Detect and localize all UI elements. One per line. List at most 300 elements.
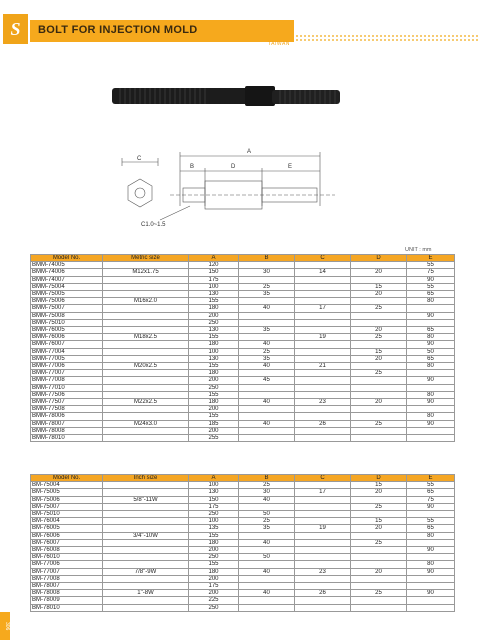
table-cell xyxy=(295,413,351,420)
table-cell: BM-76005 xyxy=(31,525,103,532)
table-cell: BMM-75006 xyxy=(31,298,103,305)
country-label: TAIWAN xyxy=(268,41,290,47)
table-cell xyxy=(351,341,407,348)
table-cell: 150 xyxy=(189,269,239,276)
column-header: Metric size xyxy=(103,255,189,262)
table-cell: BMM-75010 xyxy=(31,319,103,326)
table-row xyxy=(31,503,455,510)
table-cell: 30 xyxy=(239,269,295,276)
table-cell: 25 xyxy=(351,334,407,341)
table-cell xyxy=(295,327,351,334)
table-cell: BM-75004 xyxy=(31,482,103,489)
table-cell: BMM-77006 xyxy=(31,363,103,370)
table-cell xyxy=(103,341,189,348)
table-row xyxy=(31,604,455,611)
table-cell: 50 xyxy=(239,554,295,561)
table-cell: 25 xyxy=(351,590,407,597)
technical-drawing xyxy=(122,152,335,220)
metric-table xyxy=(30,254,455,442)
table-cell xyxy=(239,604,295,611)
table-cell: 200 xyxy=(189,547,239,554)
table-cell xyxy=(351,262,407,269)
table-cell: BMM-76005 xyxy=(31,327,103,334)
table-cell: 200 xyxy=(189,427,239,434)
table-cell: 35 xyxy=(239,291,295,298)
table-cell xyxy=(239,312,295,319)
table-cell: 15 xyxy=(351,348,407,355)
table-cell: 130 xyxy=(189,355,239,362)
table-cell xyxy=(103,370,189,377)
table-cell xyxy=(351,377,407,384)
table-cell: 100 xyxy=(189,518,239,525)
table-cell: 100 xyxy=(189,283,239,290)
table-cell xyxy=(407,583,455,590)
table-cell xyxy=(295,283,351,290)
table-cell xyxy=(407,427,455,434)
table-cell xyxy=(239,298,295,305)
table-cell xyxy=(351,575,407,582)
table-cell xyxy=(103,503,189,510)
table-cell xyxy=(295,482,351,489)
table-cell: 180 xyxy=(189,399,239,406)
table-cell: 80 xyxy=(407,334,455,341)
dot-pattern xyxy=(295,34,480,42)
table-cell: 90 xyxy=(407,547,455,554)
table-row xyxy=(31,539,455,546)
table-cell xyxy=(239,532,295,539)
table-cell: 90 xyxy=(407,377,455,384)
table-row xyxy=(31,262,455,269)
table-cell: 175 xyxy=(189,503,239,510)
table-cell xyxy=(351,561,407,568)
dim-label-a: A xyxy=(247,149,252,155)
table-cell xyxy=(407,597,455,604)
table-row xyxy=(31,583,455,590)
table-cell: 130 xyxy=(189,327,239,334)
table-cell: 180 xyxy=(189,305,239,312)
table-cell xyxy=(295,575,351,582)
column-header: C xyxy=(295,475,351,482)
column-header: B xyxy=(239,255,295,262)
table-cell xyxy=(103,575,189,582)
table-cell: 65 xyxy=(407,291,455,298)
table-cell xyxy=(295,348,351,355)
table-row xyxy=(31,334,455,341)
table-cell xyxy=(407,319,455,326)
table-cell xyxy=(239,547,295,554)
table-cell: 150 xyxy=(189,496,239,503)
table-cell xyxy=(103,518,189,525)
table-cell xyxy=(239,334,295,341)
table-cell: 17 xyxy=(295,305,351,312)
table-cell xyxy=(407,435,455,442)
column-header: E xyxy=(407,475,455,482)
table-cell: 23 xyxy=(295,399,351,406)
table-cell xyxy=(295,539,351,546)
table-cell: 25 xyxy=(351,539,407,546)
table-cell: 90 xyxy=(407,568,455,575)
table-cell xyxy=(103,413,189,420)
table-cell xyxy=(239,384,295,391)
table-cell: BM-75010 xyxy=(31,511,103,518)
table-cell xyxy=(351,298,407,305)
table-cell xyxy=(295,291,351,298)
table-cell xyxy=(351,319,407,326)
chamfer-label: C1.0~1.5 xyxy=(141,222,166,228)
table-cell xyxy=(407,511,455,518)
table-row xyxy=(31,575,455,582)
table-row xyxy=(31,269,455,276)
table-cell xyxy=(295,406,351,413)
table-cell xyxy=(351,583,407,590)
table-cell: 55 xyxy=(407,482,455,489)
column-header: A xyxy=(189,255,239,262)
table-cell: M16x2.0 xyxy=(103,298,189,305)
table-cell: 40 xyxy=(239,496,295,503)
table-cell: BMM-78010 xyxy=(31,435,103,442)
table-row xyxy=(31,355,455,362)
table-cell xyxy=(103,525,189,532)
table-cell: 200 xyxy=(189,575,239,582)
table-cell xyxy=(351,406,407,413)
table-cell xyxy=(407,604,455,611)
table-cell: BM-75007 xyxy=(31,503,103,510)
page-title: BOLT FOR INJECTION MOLD xyxy=(38,24,198,36)
table-cell: BMM-77508 xyxy=(31,406,103,413)
table-cell: M22x2.5 xyxy=(103,399,189,406)
table-cell: BMM-78006 xyxy=(31,413,103,420)
table-cell xyxy=(239,276,295,283)
table-cell xyxy=(295,435,351,442)
column-header: B xyxy=(239,475,295,482)
table-row xyxy=(31,348,455,355)
table-cell xyxy=(295,384,351,391)
table-cell: 250 xyxy=(189,604,239,611)
table-cell xyxy=(103,554,189,561)
column-header: Model No. xyxy=(31,475,103,482)
table-row xyxy=(31,489,455,496)
table-cell xyxy=(103,561,189,568)
table-cell: 15 xyxy=(351,482,407,489)
table-cell: 130 xyxy=(189,291,239,298)
table-row xyxy=(31,283,455,290)
table-cell: BM-75006 xyxy=(31,496,103,503)
table-cell xyxy=(295,597,351,604)
table-cell xyxy=(103,604,189,611)
table-cell xyxy=(295,561,351,568)
table-cell xyxy=(295,554,351,561)
page-header xyxy=(0,14,480,46)
table-cell: BMM-77004 xyxy=(31,348,103,355)
table-cell xyxy=(103,427,189,434)
table-row xyxy=(31,312,455,319)
table-cell xyxy=(295,319,351,326)
table-cell: 35 xyxy=(239,525,295,532)
table-cell xyxy=(103,391,189,398)
table-cell xyxy=(295,518,351,525)
table-cell xyxy=(295,511,351,518)
table-cell: 20 xyxy=(351,525,407,532)
table-cell: 21 xyxy=(295,363,351,370)
table-cell: 25 xyxy=(351,370,407,377)
table-cell xyxy=(351,554,407,561)
table-cell: 50 xyxy=(239,511,295,518)
table-cell xyxy=(351,604,407,611)
table-cell xyxy=(407,305,455,312)
table-cell: BMM-74005 xyxy=(31,262,103,269)
table-cell: 135 xyxy=(189,525,239,532)
table-row xyxy=(31,391,455,398)
inch-table xyxy=(30,474,455,612)
table-cell xyxy=(295,370,351,377)
table-cell: 25 xyxy=(351,305,407,312)
table-row xyxy=(31,561,455,568)
table-cell: 25 xyxy=(239,482,295,489)
table-cell: 30 xyxy=(239,489,295,496)
table-cell xyxy=(239,391,295,398)
table-cell xyxy=(351,427,407,434)
table-row xyxy=(31,276,455,283)
table-row xyxy=(31,298,455,305)
table-cell xyxy=(295,496,351,503)
table-cell: BMM-74007 xyxy=(31,276,103,283)
table-cell: BMM-77007 xyxy=(31,370,103,377)
table-cell: BMM-77507 xyxy=(31,399,103,406)
table-cell xyxy=(103,377,189,384)
table-cell xyxy=(239,561,295,568)
table-cell: 250 xyxy=(189,554,239,561)
table-cell xyxy=(351,511,407,518)
table-cell: BMM-77506 xyxy=(31,391,103,398)
table-cell: 19 xyxy=(295,334,351,341)
table-cell xyxy=(351,276,407,283)
table-cell: 90 xyxy=(407,503,455,510)
table-cell: 25 xyxy=(239,283,295,290)
table-cell: 19 xyxy=(295,525,351,532)
table-cell: 25 xyxy=(351,420,407,427)
table-cell: 80 xyxy=(407,391,455,398)
column-header: E xyxy=(407,255,455,262)
table-cell xyxy=(103,276,189,283)
table-cell xyxy=(407,539,455,546)
table-row xyxy=(31,341,455,348)
table-cell: 75 xyxy=(407,269,455,276)
table-cell xyxy=(295,547,351,554)
table-cell: 100 xyxy=(189,348,239,355)
column-header: D xyxy=(351,475,407,482)
dim-label-c: C xyxy=(137,156,142,162)
table-cell: 180 xyxy=(189,370,239,377)
table-cell xyxy=(351,363,407,370)
table-cell: 40 xyxy=(239,363,295,370)
table-cell xyxy=(407,384,455,391)
table-cell: M18x2.5 xyxy=(103,334,189,341)
table-cell xyxy=(351,532,407,539)
unit-label: UNIT : mm xyxy=(405,247,432,253)
table-cell xyxy=(239,583,295,590)
table-row xyxy=(31,319,455,326)
table-cell: 45 xyxy=(239,377,295,384)
table-cell: 180 xyxy=(189,568,239,575)
table-cell: 255 xyxy=(189,435,239,442)
table-row xyxy=(31,406,455,413)
table-cell: BMM-78008 xyxy=(31,427,103,434)
table-cell: 20 xyxy=(351,291,407,298)
table-cell: 155 xyxy=(189,561,239,568)
table-row xyxy=(31,511,455,518)
table-cell xyxy=(103,384,189,391)
table-cell xyxy=(295,341,351,348)
table-cell: 55 xyxy=(407,283,455,290)
column-header: D xyxy=(351,255,407,262)
table-row xyxy=(31,327,455,334)
table-cell: BMM-77008 xyxy=(31,377,103,384)
table-row xyxy=(31,399,455,406)
table-cell: BM-76007 xyxy=(31,539,103,546)
table-cell: 20 xyxy=(351,269,407,276)
table-cell xyxy=(239,370,295,377)
table-cell xyxy=(295,312,351,319)
table-cell: 175 xyxy=(189,276,239,283)
table-row xyxy=(31,554,455,561)
table-cell: 25 xyxy=(239,518,295,525)
bolt-photo xyxy=(112,86,340,106)
table-cell: 35 xyxy=(239,327,295,334)
table-cell xyxy=(295,262,351,269)
table-cell xyxy=(239,262,295,269)
table-row xyxy=(31,384,455,391)
table-cell: 250 xyxy=(189,384,239,391)
table-cell: 90 xyxy=(407,312,455,319)
dim-label-d: D xyxy=(231,164,236,170)
table-cell xyxy=(103,355,189,362)
table-cell: 90 xyxy=(407,420,455,427)
table-cell: 17 xyxy=(295,489,351,496)
table-cell xyxy=(103,283,189,290)
table-cell: 180 xyxy=(189,539,239,546)
table-cell xyxy=(351,435,407,442)
table-cell: 65 xyxy=(407,525,455,532)
table-cell xyxy=(103,291,189,298)
column-header: Model No. xyxy=(31,255,103,262)
table-cell: 90 xyxy=(407,399,455,406)
table-cell: 65 xyxy=(407,489,455,496)
table-cell xyxy=(295,604,351,611)
table-cell xyxy=(351,384,407,391)
table-row xyxy=(31,590,455,597)
table-cell: 25 xyxy=(239,348,295,355)
table-cell: 5/8"-11W xyxy=(103,496,189,503)
table-cell xyxy=(103,406,189,413)
table-cell: M12x1.75 xyxy=(103,269,189,276)
table-cell: BMM-77010 xyxy=(31,384,103,391)
table-cell xyxy=(239,435,295,442)
table-cell xyxy=(103,319,189,326)
table-cell: 155 xyxy=(189,391,239,398)
table-cell: BMM-75005 xyxy=(31,291,103,298)
table-cell xyxy=(103,312,189,319)
table-cell: 120 xyxy=(189,262,239,269)
table-row xyxy=(31,363,455,370)
table-cell: 40 xyxy=(239,420,295,427)
table-cell: 250 xyxy=(189,319,239,326)
table-row xyxy=(31,305,455,312)
table-cell xyxy=(239,427,295,434)
table-cell: BM-78008 xyxy=(31,590,103,597)
table-cell xyxy=(239,406,295,413)
table-cell: 225 xyxy=(189,597,239,604)
table-row xyxy=(31,482,455,489)
table-cell: 40 xyxy=(239,341,295,348)
table-cell: 26 xyxy=(295,590,351,597)
table-cell xyxy=(239,503,295,510)
table-row xyxy=(31,291,455,298)
table-cell: 100 xyxy=(189,482,239,489)
table-cell: 15 xyxy=(351,283,407,290)
table-cell: 40 xyxy=(239,305,295,312)
table-cell: 3/4"-10W xyxy=(103,532,189,539)
table-cell: 250 xyxy=(189,511,239,518)
table-cell: 175 xyxy=(189,583,239,590)
table-cell: 20 xyxy=(351,399,407,406)
table-cell: BMM-76007 xyxy=(31,341,103,348)
table-cell: 155 xyxy=(189,413,239,420)
table-row xyxy=(31,532,455,539)
table-cell: 23 xyxy=(295,568,351,575)
table-row xyxy=(31,370,455,377)
table-cell: BM-76004 xyxy=(31,518,103,525)
table-cell: 15 xyxy=(351,518,407,525)
bolt-drawing xyxy=(0,60,480,240)
table-cell: BM-76008 xyxy=(31,547,103,554)
table-cell xyxy=(239,413,295,420)
table-cell xyxy=(239,575,295,582)
table-cell xyxy=(407,554,455,561)
table-cell: 20 xyxy=(351,568,407,575)
column-header: A xyxy=(189,475,239,482)
table-cell xyxy=(295,276,351,283)
table-cell: BM-78010 xyxy=(31,604,103,611)
table-cell xyxy=(407,406,455,413)
table-cell xyxy=(351,597,407,604)
table-cell: 180 xyxy=(189,341,239,348)
table-cell: 75 xyxy=(407,496,455,503)
table-cell xyxy=(295,355,351,362)
table-cell: 55 xyxy=(407,262,455,269)
table-cell xyxy=(351,391,407,398)
table-row xyxy=(31,597,455,604)
table-row xyxy=(31,420,455,427)
table-cell: 80 xyxy=(407,298,455,305)
table-cell: 80 xyxy=(407,413,455,420)
table-cell: BMM-75004 xyxy=(31,283,103,290)
table-cell: 25 xyxy=(351,503,407,510)
table-cell: 40 xyxy=(239,590,295,597)
table-cell: 40 xyxy=(239,539,295,546)
table-cell: 200 xyxy=(189,590,239,597)
table-row xyxy=(31,427,455,434)
page-number: 306 xyxy=(0,612,10,640)
table-cell xyxy=(295,503,351,510)
table-cell xyxy=(103,262,189,269)
table-cell xyxy=(103,597,189,604)
table-cell: BM-76006 xyxy=(31,532,103,539)
table-cell xyxy=(103,547,189,554)
table-cell: BM-77008 xyxy=(31,575,103,582)
table-row xyxy=(31,568,455,575)
table-cell xyxy=(103,539,189,546)
table-cell: 35 xyxy=(239,355,295,362)
